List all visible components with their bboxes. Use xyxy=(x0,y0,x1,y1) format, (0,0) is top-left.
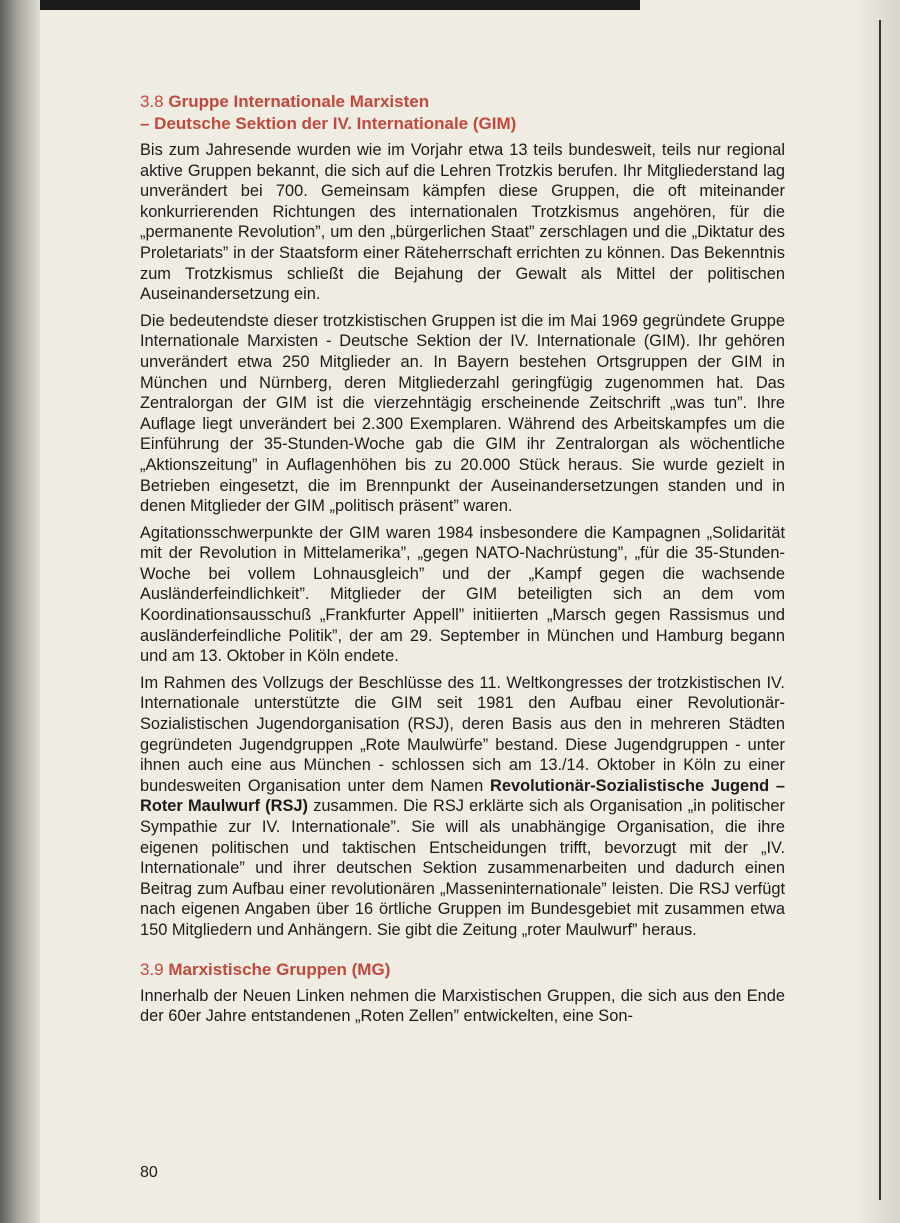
section-3-8-title-line1: Gruppe Internationale Marxisten xyxy=(168,92,430,111)
section-3-9-title: Marxistische Gruppen (MG) xyxy=(168,959,391,979)
paragraph-4-text-a: Im Rahmen des Vollzugs der Beschlüsse des 11. Weltkongresses der trotzkistischen IV. Internationale unterstützte die GIM seit 1981 den Aufbau einer Revolutionär-Sozialistischen Jugendorganisation (RSJ), deren Basis aus den in mehreren Städten gegründeten Jugendgruppen „Rote Maulwürfe” bestand. Diese Jugendgruppen - unter ihnen auch eine aus München - schlossen sich am 13./14. Oktober in Köln zu einer bundesweiten Organisation unter dem Namen xyxy=(140,673,785,795)
rsj-organisation-name: Revolutionär-Sozialistische Jugend – Roter Maulwurf (RSJ) xyxy=(140,776,786,816)
page-content xyxy=(140,91,785,1033)
right-edge-line xyxy=(879,20,881,1200)
section-3-9-heading xyxy=(140,959,785,981)
paragraph-4-text-b: zusammen. Die RSJ erklärte sich als Organisation „in politischer Sympathie zur IV. Internationale”. Sie will als unabhängige Organisation, die ihre eigenen politischen und taktischen Entscheidungen trifft, bevorzugt mit der „IV. Internationale” und ihrer deutschen Sektion zusammenarbeiten und dadurch einen Beitrag zum Aufbau einer revolutionären „Masseninternationale” leisten. Die RSJ verfügt nach eigenen Angaben über 16 örtliche Gruppen im Bundesgebiet mit zusammen etwa 150 Mitgliedern und Anhängern. Sie gibt die Zeitung „roter Maulwurf” heraus. xyxy=(140,797,785,939)
page-number: 80 xyxy=(140,1164,158,1181)
section-3-9-paragraph-1: Innerhalb der Neuen Linken nehmen die Marxistischen Gruppen, die sich aus den Ende der 60er Jahre entstandenen „Roten Zellen” entwickelten, eine Son- xyxy=(140,986,785,1026)
section-3-8-paragraph-2: Die bedeutendste dieser trotzkistischen Gruppen ist die im Mai 1969 gegründete Gruppe Internationale Marxisten - Deutsche Sektion der IV. Internationale (GIM). Ihr gehören unverändert etwa 250 Mitglieder an. In Bayern bestehen Ortsgruppen der GIM in München und Nürnberg, deren Mitgliederzahl geringfügig zugenommen hat. Das Zentralorgan der GIM ist die vierzehntägig erscheinende Zeitschrift „was tun”. Ihre Auflage liegt unverändert bei 2.300 Exemplaren. Während des Arbeitskampfes um die Einführung der 35-Stunden-Woche gab die GIM ihr Zentralorgan als wöchentliche „Aktionszeitung” in Auflagenhöhen bis zu 20.000 Stück heraus. Sie wurde gezielt in Betrieben eingesetzt, die im Brennpunkt der Auseinandersetzungen standen und in denen Mitglieder der GIM „politisch präsent” waren. xyxy=(140,311,785,516)
section-3-8-paragraph-4 xyxy=(140,673,785,941)
section-3-8-heading xyxy=(140,91,785,135)
section-3-8-paragraph-3: Agitationsschwerpunkte der GIM waren 1984 insbesondere die Kampagnen „Solidarität mit der Revolution in Mittelamerika”, „gegen NATO-Nachrüstung”, „für die 35-Stunden-Woche bei vollem Lohnausgleich” und der „Kampf gegen die wachsende Ausländerfeindlichkeit”. Mitglieder der GIM beteiligten sich an dem vom Koordinationsausschuß „Frankfurter Appell” initiierten „Marsch gegen Rassismus und ausländerfeindliche Politik”, der am 29. September in München und Hamburg begann und am 13. Oktober in Köln endete. xyxy=(140,523,785,666)
top-scan-edge xyxy=(0,0,640,10)
section-3-8-paragraph-1: Bis zum Jahresende wurden wie im Vorjahr etwa 13 teils bundesweit, teils nur regional aktive Gruppen bekannt, die sich auf die Lehren Trotzkis berufen. Ihr Mitgliederstand lag unverändert bei 700. Gemeinsam kämpfen diese Gruppen, die oft miteinander konkurrierenden Richtungen des internationalen Trotzkismus angehören, für die „permanente Revolution”, um den „bürgerlichen Staat” zerschlagen und die „Diktatur des Proletariats” in der Staatsform einer Räteherrschaft errichten zu können. Das Bekenntnis zum Trotzkismus schließt die Bejahung der Gewalt als Mittel der politischen Auseinandersetzung ein. xyxy=(140,141,785,304)
left-binding-shadow xyxy=(0,0,40,1223)
section-3-8-title-line2: – Deutsche Sektion der IV. Internationale (GIM) xyxy=(140,114,517,133)
section-3-8-number: 3.8 xyxy=(140,92,164,111)
section-3-9-number: 3.9 xyxy=(140,959,164,979)
